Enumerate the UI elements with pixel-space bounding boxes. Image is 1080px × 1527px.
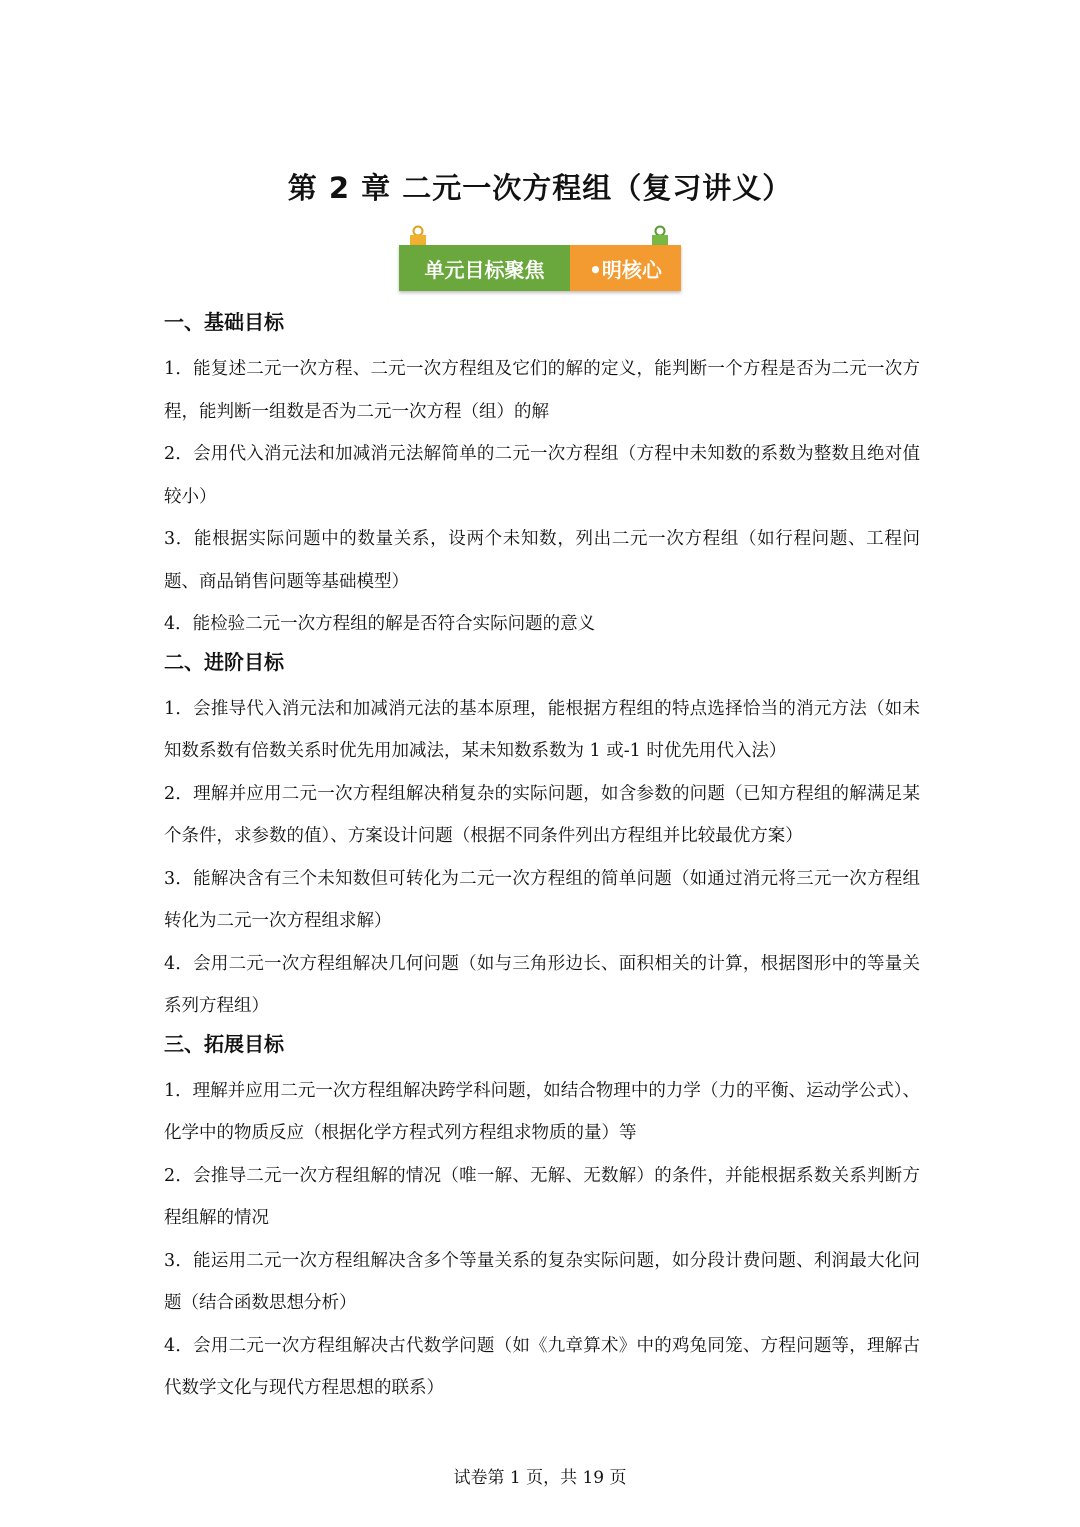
objective-item: 4．会用二元一次方程组解决古代数学问题（如《九章算术》中的鸡兔同笼、方程问题等，理解古代数学文化与现代方程思想的联系）	[164, 1335, 920, 1398]
objective-item: 2．会用代入消元法和加减消元法解简单的二元一次方程组（方程中未知数的系数为整数且绝对值较小）	[164, 444, 920, 507]
objective-item: 2．会推导二元一次方程组解的情况（唯一解、无解、无数解）的条件，并能根据系数关系判断方程组解的情况	[164, 1165, 920, 1228]
objective-item: 4．会用二元一次方程组解决几何问题（如与三角形边长、面积相关的计算，根据图形中的等量关系列方程组）	[164, 953, 920, 1016]
section-heading: 三、拓展目标	[164, 1031, 284, 1056]
objectives-content	[164, 306, 920, 1410]
objective-item: 2．理解并应用二元一次方程组解决稍复杂的实际问题，如含参数的问题（已知方程组的解满足某个条件，求参数的值）、方案设计问题（根据不同条件列出方程组并比较最优方案）	[164, 783, 920, 846]
objective-item: 1．理解并应用二元一次方程组解决跨学科问题，如结合物理中的力学（力的平衡、运动学公式）、化学中的物质反应（根据化学方程式列方程组求物质的量）等	[164, 1080, 920, 1143]
page-footer: 试卷第 1 页，共 19 页	[453, 1468, 627, 1488]
objective-item: 3．能根据实际问题中的数量关系，设两个未知数，列出二元一次方程组（如行程问题、工程问题、商品销售问题等基础模型）	[164, 529, 920, 592]
objective-item: 3．能运用二元一次方程组解决含多个等量关系的复杂实际问题，如分段计费问题、利润最大化问题（结合函数思想分析）	[164, 1250, 920, 1313]
page-title: 第 2 章 二元一次方程组（复习讲义）	[287, 171, 793, 205]
banner-right-label: •明核心	[570, 245, 681, 291]
objective-item: 3．能解决含有三个未知数但可转化为二元一次方程组的简单问题（如通过消元将三元一次方程组转化为二元一次方程组求解）	[164, 868, 920, 931]
section-heading: 二、进阶目标	[164, 649, 284, 674]
objective-item: 1．能复述二元一次方程、二元一次方程组及它们的解的定义，能判断一个方程是否为二元一次方程，能判断一组数是否为二元一次方程（组）的解	[164, 359, 920, 422]
banner-left-label: 单元目标聚焦	[399, 245, 570, 291]
section-heading: 一、基础目标	[164, 310, 284, 334]
section-banner	[399, 245, 681, 291]
objective-item: 1．会推导代入消元法和加减消元法的基本原理，能根据方程组的特点选择恰当的消元方法（如未知数系数有倍数关系时优先用加减法，某未知数系数为 1 或-1 时优先用代入法）	[164, 698, 920, 761]
objective-item: 4．能检验二元一次方程组的解是否符合实际问题的意义	[164, 614, 596, 634]
